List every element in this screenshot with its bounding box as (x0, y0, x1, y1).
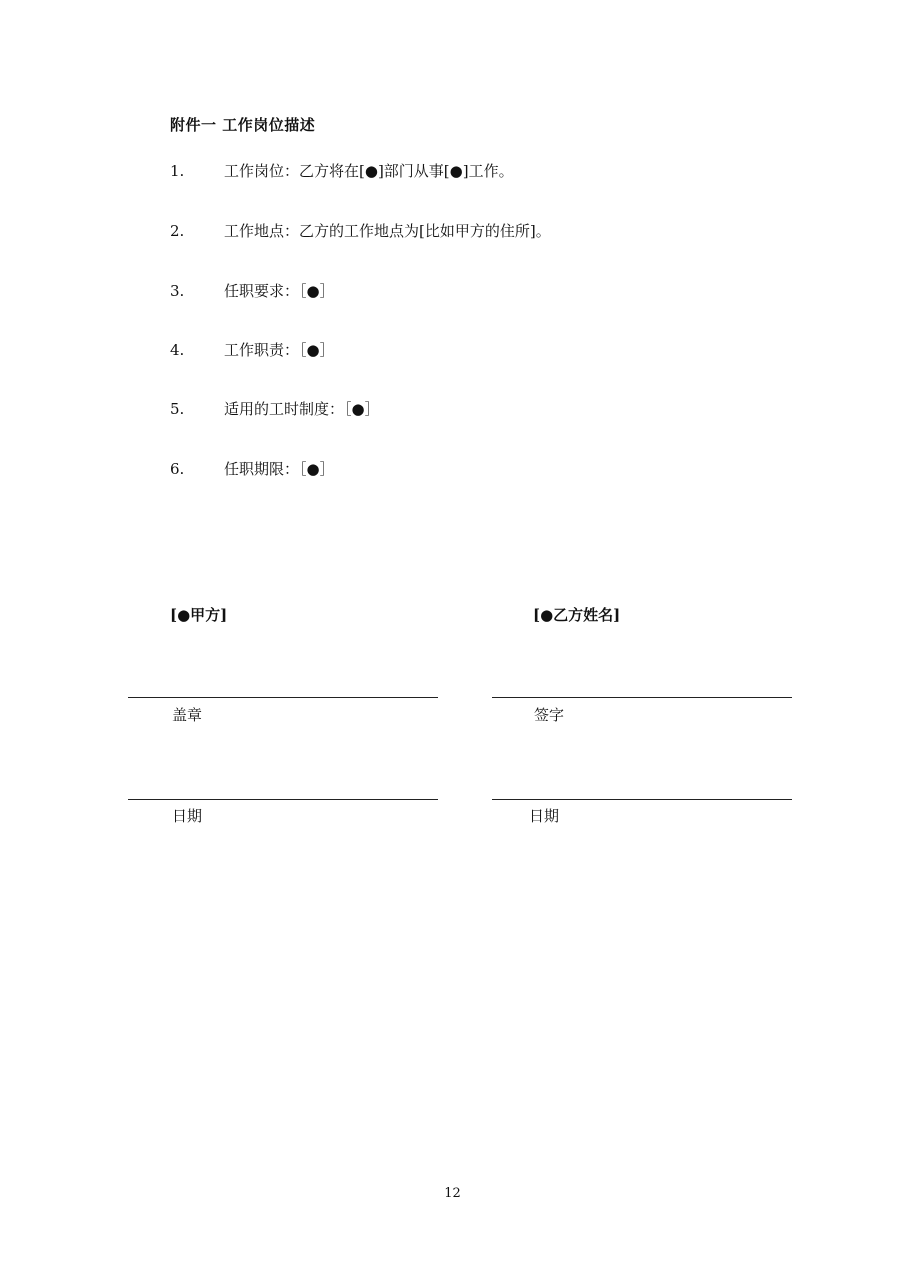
item-number: 6. (170, 460, 185, 478)
party-b-sign-label: 签字 (534, 706, 565, 724)
list-item (170, 398, 380, 420)
item-number: 5. (170, 400, 185, 418)
item-text: 工作地点：乙方的工作地点为[比如甲方的住所]。 (224, 222, 551, 240)
list-item (170, 220, 551, 242)
list-item (170, 339, 335, 361)
party-a-seal-line (128, 697, 438, 698)
item-text: 任职要求：［●］ (224, 282, 335, 300)
party-b-title: [●乙方姓名] (533, 606, 621, 624)
item-text: 适用的工时制度：［●］ (224, 400, 380, 418)
party-a-seal-label: 盖章 (172, 706, 203, 724)
list-item (170, 458, 335, 480)
item-number: 1. (170, 162, 185, 180)
party-b-date-line (492, 799, 792, 800)
item-text: 工作职责：［●］ (224, 341, 335, 359)
list-item (170, 280, 335, 302)
list-item (170, 160, 514, 182)
party-a-title: [●甲方] (170, 606, 228, 624)
party-b-date-label: 日期 (529, 807, 560, 825)
item-number: 2. (170, 222, 185, 240)
item-number: 3. (170, 282, 185, 300)
party-b-sign-line (492, 697, 792, 698)
page-number: 12 (444, 1186, 461, 1201)
appendix-heading: 附件一 工作岗位描述 (170, 116, 316, 134)
party-a-date-line (128, 799, 438, 800)
item-text: 任职期限：［●］ (224, 460, 335, 478)
item-number: 4. (170, 341, 185, 359)
party-a-date-label: 日期 (172, 807, 203, 825)
item-text: 工作岗位：乙方将在[●]部门从事[●]工作。 (224, 162, 514, 180)
